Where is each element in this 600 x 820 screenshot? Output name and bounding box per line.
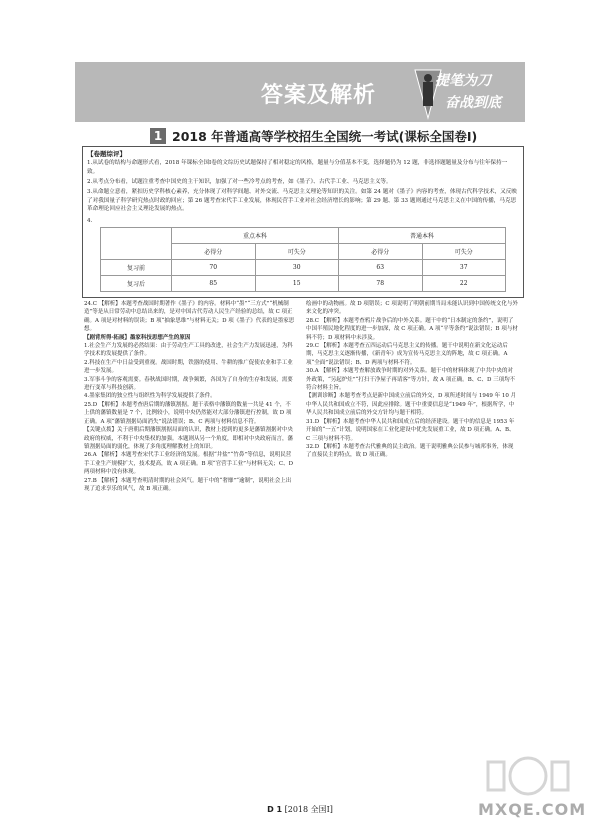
table-cell: 15	[255, 276, 339, 292]
answer-paragraph: 31.D 【解析】本题考查中华人民共和国成立后的经济建设。题干中的信息是 1953 年开始的“一五”计划，说明国家在工业化建设中优先发展重工业，故 D 项正确。A、B、C 三项与材料不符。	[306, 418, 515, 442]
tip-heading: 【剧背所得·拓展】墨家科技思想产生的原因	[84, 334, 191, 341]
left-column	[84, 300, 296, 493]
table-subheader: 可失分	[255, 244, 339, 260]
answer-paragraph: 27.B 【解析】本题考查明清时期的社会风气。题干中的“奢靡”“逾制”，说明社会上出现了追求享乐的风气，故 B 项正确。	[84, 477, 292, 492]
answer-paragraph: 24.C 【解析】本题考查战国时期著作《墨子》的内容。材料中“墨”“三方式”“机械制造”等是从日常劳动中总结出来的，是对中国古代劳动人民生产经验的总结，故 C 项正确。A 项是对材料的误读；B 项“抽象思维”与材料无关；D 项《墨子》代表的是墨家思想。	[84, 301, 295, 333]
section-title: 2018 年普通高等学校招生全国统一考试(课标全国卷Ⅰ)	[172, 129, 478, 144]
table-row	[101, 260, 506, 276]
section-number: 1	[150, 128, 166, 144]
page-number: D 1	[267, 805, 283, 814]
table-cell: 78	[339, 276, 423, 292]
table-corner	[101, 228, 172, 260]
tip-paragraph: 【关键点拨】关于唐朝后期藩镇割据局面的认识，教材上提到的更多是藩镇割据对中央政府的权威，不利于中央集权的加强。本题则从另一个角度，即相对中央政府而言，藩镇割据局面的弱化，体现了多角度理解教材上的知识。	[84, 427, 294, 450]
page-title: 答案及解析	[261, 82, 377, 108]
answer-paragraph: 绘画中的动物画。故 D 项错误；C 项说明了明朝前期当局未能认识到中国传统文化与外来文化的冲突。	[306, 301, 518, 316]
score-table	[100, 227, 506, 292]
table-cell: 30	[255, 260, 339, 276]
watermark-text: MXQE.COM	[478, 800, 587, 819]
answer-paragraph: 26.A 【解析】本题考查宋代手工业经济的发展。根据“井盐”“竹鼻”等信息，说明民营手工业生产规模扩大，技术提高，故 A 项正确。B 项“官营手工业”与材料无关；C、D 两项材料中没有体现。	[84, 452, 294, 476]
overview-table-label: 4.	[87, 218, 93, 224]
slogan-line-2: 奋战到底	[445, 95, 501, 111]
tip-paragraph: 3.军事斗争的客观需要。春秋战国时期，战争频繁，各国为了自身的生存和发展，需要进行变革与科技创新。	[84, 376, 293, 392]
header-banner	[75, 62, 525, 122]
tip-paragraph: 【测训诊断】本题考查考点是新中国成立前后的外交，D 项所述时间与 1949 年 10 月中华人民共和国成立不符，因此应排除。题干中重要信息是“1949 年”，根据所学，中华人民共和国成立前后的外交方针均与题干相符。	[306, 393, 517, 417]
answer-paragraph: 32.D 【解析】本题考查古代雅典的民主政治。题干说明雅典公民参与城邦事务，体现了直接民主的特点，故 D 项正确。	[306, 443, 514, 459]
table-group-1: 重点本科	[172, 228, 339, 244]
tip-paragraph: 4.墨家集团的独立性与组织性为科学发展提供了条件。	[84, 393, 216, 400]
section-heading	[150, 127, 477, 145]
answer-paragraph: 25.D 【解析】本题考查唐后期的藩镇割据。题干表格中藩镇的数量一共是 41 个，不上供的藩镇数量是 7 个，比例较小，说明中央仍然能对大部分藩镇进行控制，故 D 项正确。A 项“藩镇割据局面消失”说法错误；B、C 两项与材料信息不符。	[84, 401, 292, 425]
table-subheader: 必得分	[339, 244, 423, 260]
table-subheader: 可失分	[422, 244, 506, 260]
overview-line-1: 1.从试卷的结构与命题形式看，2018 年课标全国Ⅰ卷的文综历史试题保持了相对稳定的风格，题量与分值基本不变，选择题仍为 12 题，非选择题题量及分布与往年保持一致。	[87, 160, 508, 175]
tip-paragraph: 1.社会生产力发展的必然结果：由于劳动生产工具的改进，社会生产力发展迅速，为科学技术的发展提供了条件。	[84, 343, 293, 358]
row-label: 复习前	[101, 260, 172, 276]
right-column	[306, 300, 518, 460]
table-cell: 22	[422, 276, 506, 292]
table-cell: 63	[339, 260, 423, 276]
table-row	[101, 276, 506, 292]
answer-paragraph: 30.A 【解析】本题考查解放战争时期的对外关系。题干中的材料体现了中共中央的对外政策，“另起炉灶”“打扫干净屋子再请客”等方针，故 A 项正确。B、C、D 三项均不符合材料主旨。	[306, 368, 516, 392]
answer-paragraph: 28.C 【解析】本题考查鸦片战争后的中外关系。题干中的“日本制定的条约”，说明了中国半殖民地化程度的进一步加深，故 C 项正确。A 项“平等条约”说法错误；B 项与材料不符；D 项材料中未涉及。	[306, 317, 518, 341]
table-header-row	[101, 228, 506, 244]
table-group-2: 普通本科	[339, 228, 506, 244]
slogan-line-1: 提笔为刀	[435, 73, 491, 89]
answer-paragraph: 29.C 【解析】本题考查五四运动后马克思主义的传播。题干中说明在新文化运动后期，马克思主义逐渐传播，《新青年》成为宣传马克思主义的阵地，故 C 项正确。A 项“全面”说法错误；B、D 两项与材料不符。	[306, 343, 508, 366]
table-subheader: 必得分	[172, 244, 256, 260]
table-cell: 70	[172, 260, 256, 276]
tip-paragraph: 2.科技在生产中日益受到重视。战国时期，铁器的使用、牛耕的推广促使农业和手工业进一步发展。	[84, 359, 293, 375]
footer-tag: [2018 全国Ⅰ]	[284, 805, 333, 814]
table-cell: 37	[422, 260, 506, 276]
overview-line-3: 3.从命题立意看，紧扣历史学科核心素养，充分体现了对科学间题、对外交流、马克思主义理论等知识的关注。如第 24 题对《墨子》内容的考查，体现古代科学技术，又反映了对我国量子科学研究热点时政的回应；第 26 题考查宋代手工业发展，体现民营手工业对社会经济增长的影响；第 29 题、第 33 题则通过马克思主义在中国的传播，马克思革命理论回应社会主义理论发展的热点。	[87, 189, 517, 213]
overview-label: 【卷题综评】	[87, 150, 126, 158]
overview-line-2: 2.从考点分布看，试题注重考查中国史的主干知识，加强了对一些冷考点的考查，如《墨子》、古代手工业、马克思主义等。	[87, 179, 392, 185]
table-cell: 85	[172, 276, 256, 292]
row-label: 复习后	[101, 276, 172, 292]
